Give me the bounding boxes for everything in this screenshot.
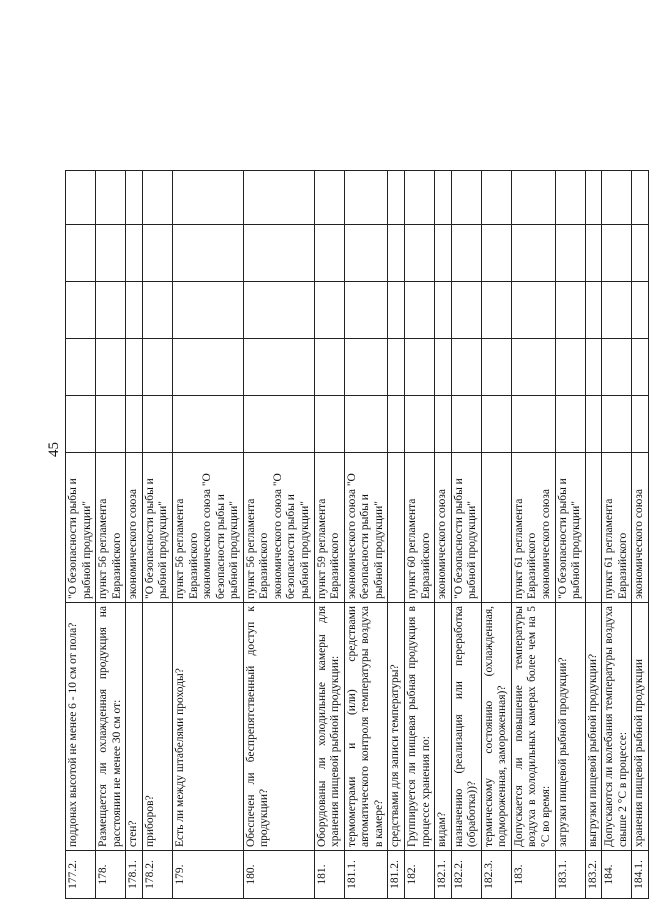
legal-reference: "О безопасности рыбы и рыбной продукции": [142, 453, 172, 603]
answer-cell: [243, 171, 314, 225]
legal-reference: пункт 61 регламента Евразийского: [602, 453, 632, 603]
answer-cell: [66, 396, 96, 453]
question-text: средствами для записи температуры?: [388, 603, 405, 851]
answer-cell: [243, 396, 314, 453]
answer-cell: [142, 339, 172, 396]
answer-cell: [585, 396, 602, 453]
answer-cell: [388, 282, 405, 339]
answer-cell: [96, 396, 126, 453]
row-number: 183.: [511, 851, 555, 899]
answer-cell: [172, 225, 243, 282]
answer-cell: [66, 225, 96, 282]
question-text: видам?: [435, 603, 452, 851]
answer-cell: [511, 171, 555, 225]
answer-cell: [481, 171, 511, 225]
question-text: Размещается ли охлажденная продукция на расстоянии не менее 30 см от:: [96, 603, 126, 851]
answer-cell: [172, 171, 243, 225]
answer-cell: [585, 225, 602, 282]
answer-cell: [66, 171, 96, 225]
legal-reference: экономического союза: [435, 453, 452, 603]
answer-cell: [96, 225, 126, 282]
answer-cell: [555, 396, 585, 453]
answer-cell: [602, 171, 632, 225]
row-number: 182.: [404, 851, 434, 899]
legal-reference: пункт 56 регламента Евразийского экономического союза "О безопасности рыбы и рыбной продукции": [243, 453, 314, 603]
answer-cell: [451, 225, 481, 282]
table-row: [96, 171, 126, 899]
answer-cell: [585, 171, 602, 225]
question-text: назначению (реализация или переработка (обработка))?: [451, 603, 481, 851]
answer-cell: [96, 171, 126, 225]
answer-cell: [481, 282, 511, 339]
answer-cell: [126, 396, 143, 453]
answer-cell: [511, 396, 555, 453]
answer-cell: [142, 396, 172, 453]
answer-cell: [451, 171, 481, 225]
answer-cell: [314, 171, 344, 225]
answer-cell: [632, 396, 649, 453]
table-row: [126, 171, 143, 899]
question-text: выгрузки пищевой рыбной продукции?: [585, 603, 602, 851]
answer-cell: [632, 339, 649, 396]
answer-cell: [451, 282, 481, 339]
answer-cell: [172, 282, 243, 339]
answer-cell: [511, 282, 555, 339]
answer-cell: [404, 282, 434, 339]
legal-reference: "О безопасности рыбы и рыбной продукции": [555, 453, 585, 603]
answer-cell: [435, 171, 452, 225]
answer-cell: [481, 225, 511, 282]
answer-cell: [435, 282, 452, 339]
answer-cell: [388, 339, 405, 396]
answer-cell: [632, 282, 649, 339]
answer-cell: [172, 396, 243, 453]
answer-cell: [602, 396, 632, 453]
answer-cell: [243, 225, 314, 282]
answer-cell: [435, 339, 452, 396]
question-text: хранения пищевой рыбной продукции: [632, 603, 649, 851]
row-number: 184.1.: [632, 851, 649, 899]
legal-reference: экономического союза: [632, 453, 649, 603]
legal-reference: [585, 453, 602, 603]
answer-cell: [126, 171, 143, 225]
table-row: [142, 171, 172, 899]
row-number: 183.1.: [555, 851, 585, 899]
answer-cell: [404, 171, 434, 225]
question-text: Есть ли между штабелями проходы?: [172, 603, 243, 851]
row-number: 178.: [96, 851, 126, 899]
legal-reference: пункт 61 регламента Евразийского экономического союза: [511, 453, 555, 603]
legal-reference: "О безопасности рыбы и рыбной продукции": [451, 453, 481, 603]
answer-cell: [142, 282, 172, 339]
answer-cell: [243, 282, 314, 339]
row-number: 184.: [602, 851, 632, 899]
answer-cell: [243, 339, 314, 396]
legal-reference: пункт 56 регламента Евразийского экономического союза "О безопасности рыбы и рыбной продукции": [172, 453, 243, 603]
table-row: [66, 171, 96, 899]
question-text: Обеспечен ли беспрепятственный доступ к продукции?: [243, 603, 314, 851]
page-number: 45: [46, 442, 62, 457]
checklist-body: [66, 171, 649, 899]
question-text: поддонах высотой не менее 6 - 10 см от пола?: [66, 603, 96, 851]
question-text: Допускается ли повышение температуры воздуха в холодильных камерах более чем на 5 °С во время:: [511, 603, 555, 851]
question-text: стен?: [126, 603, 143, 851]
answer-cell: [451, 339, 481, 396]
answer-cell: [555, 339, 585, 396]
question-text: термометрами и (или) средствами автоматического контроля температуры воздуха в камере?: [344, 603, 388, 851]
table-row: [314, 171, 344, 899]
row-number: 179.: [172, 851, 243, 899]
question-text: Допускаются ли колебания температуры воздуха свыше 2 °С в процессе:: [602, 603, 632, 851]
answer-cell: [585, 282, 602, 339]
table-row: [602, 171, 632, 899]
question-text: термическому состоянию (охлажденная, подмороженная, замороженная)?: [481, 603, 511, 851]
answer-cell: [632, 171, 649, 225]
answer-cell: [66, 282, 96, 339]
question-text: Группируется ли пищевая рыбная продукция в процессе хранения по:: [404, 603, 434, 851]
answer-cell: [404, 396, 434, 453]
question-text: Оборудованы ли холодильные камеры для хранения пищевой рыбной продукции:: [314, 603, 344, 851]
row-number: 177.2.: [66, 851, 96, 899]
legal-reference: экономического союза: [126, 453, 143, 603]
answer-cell: [314, 282, 344, 339]
table-row: [451, 171, 481, 899]
row-number: 178.2.: [142, 851, 172, 899]
answer-cell: [96, 282, 126, 339]
row-number: 181.: [314, 851, 344, 899]
answer-cell: [388, 396, 405, 453]
answer-cell: [451, 396, 481, 453]
question-text: приборов?: [142, 603, 172, 851]
answer-cell: [142, 225, 172, 282]
answer-cell: [404, 225, 434, 282]
answer-cell: [435, 396, 452, 453]
answer-cell: [435, 225, 452, 282]
row-number: 183.2.: [585, 851, 602, 899]
answer-cell: [344, 396, 388, 453]
answer-cell: [388, 225, 405, 282]
row-number: 180.: [243, 851, 314, 899]
answer-cell: [602, 339, 632, 396]
table-row: [585, 171, 602, 899]
answer-cell: [126, 225, 143, 282]
row-number: 178.1.: [126, 851, 143, 899]
row-number: 182.1.: [435, 851, 452, 899]
answer-cell: [555, 225, 585, 282]
table-row: [632, 171, 649, 899]
table-row: [435, 171, 452, 899]
answer-cell: [511, 339, 555, 396]
row-number: 181.1.: [344, 851, 388, 899]
row-number: 182.2.: [451, 851, 481, 899]
answer-cell: [481, 339, 511, 396]
table-row: [344, 171, 388, 899]
answer-cell: [314, 339, 344, 396]
table-row: [388, 171, 405, 899]
table-row: [172, 171, 243, 899]
answer-cell: [126, 282, 143, 339]
table-row: [404, 171, 434, 899]
answer-cell: [344, 225, 388, 282]
legal-reference: "О безопасности рыбы и рыбной продукции": [66, 453, 96, 603]
answer-cell: [142, 171, 172, 225]
answer-cell: [172, 339, 243, 396]
legal-reference: пункт 59 регламента Евразийского: [314, 453, 344, 603]
answer-cell: [632, 225, 649, 282]
answer-cell: [66, 339, 96, 396]
answer-cell: [602, 225, 632, 282]
answer-cell: [555, 282, 585, 339]
answer-cell: [126, 339, 143, 396]
legal-reference: [481, 453, 511, 603]
answer-cell: [314, 225, 344, 282]
answer-cell: [602, 282, 632, 339]
row-number: 182.3.: [481, 851, 511, 899]
answer-cell: [555, 171, 585, 225]
answer-cell: [344, 171, 388, 225]
checklist-table: [65, 170, 649, 899]
table-row: [481, 171, 511, 899]
question-text: загрузки пищевой рыбной продукции?: [555, 603, 585, 851]
answer-cell: [96, 339, 126, 396]
legal-reference: экономического союза "О безопасности рыбы и рыбной продукции": [344, 453, 388, 603]
answer-cell: [314, 396, 344, 453]
answer-cell: [388, 171, 405, 225]
table-row: [511, 171, 555, 899]
legal-reference: пункт 60 регламента Евразийского: [404, 453, 434, 603]
row-number: 181.2.: [388, 851, 405, 899]
answer-cell: [481, 396, 511, 453]
table-row: [555, 171, 585, 899]
answer-cell: [404, 339, 434, 396]
table-row: [243, 171, 314, 899]
answer-cell: [511, 225, 555, 282]
answer-cell: [344, 339, 388, 396]
legal-reference: пункт 56 регламента Евразийского: [96, 453, 126, 603]
answer-cell: [585, 339, 602, 396]
legal-reference: [388, 453, 405, 603]
answer-cell: [344, 282, 388, 339]
